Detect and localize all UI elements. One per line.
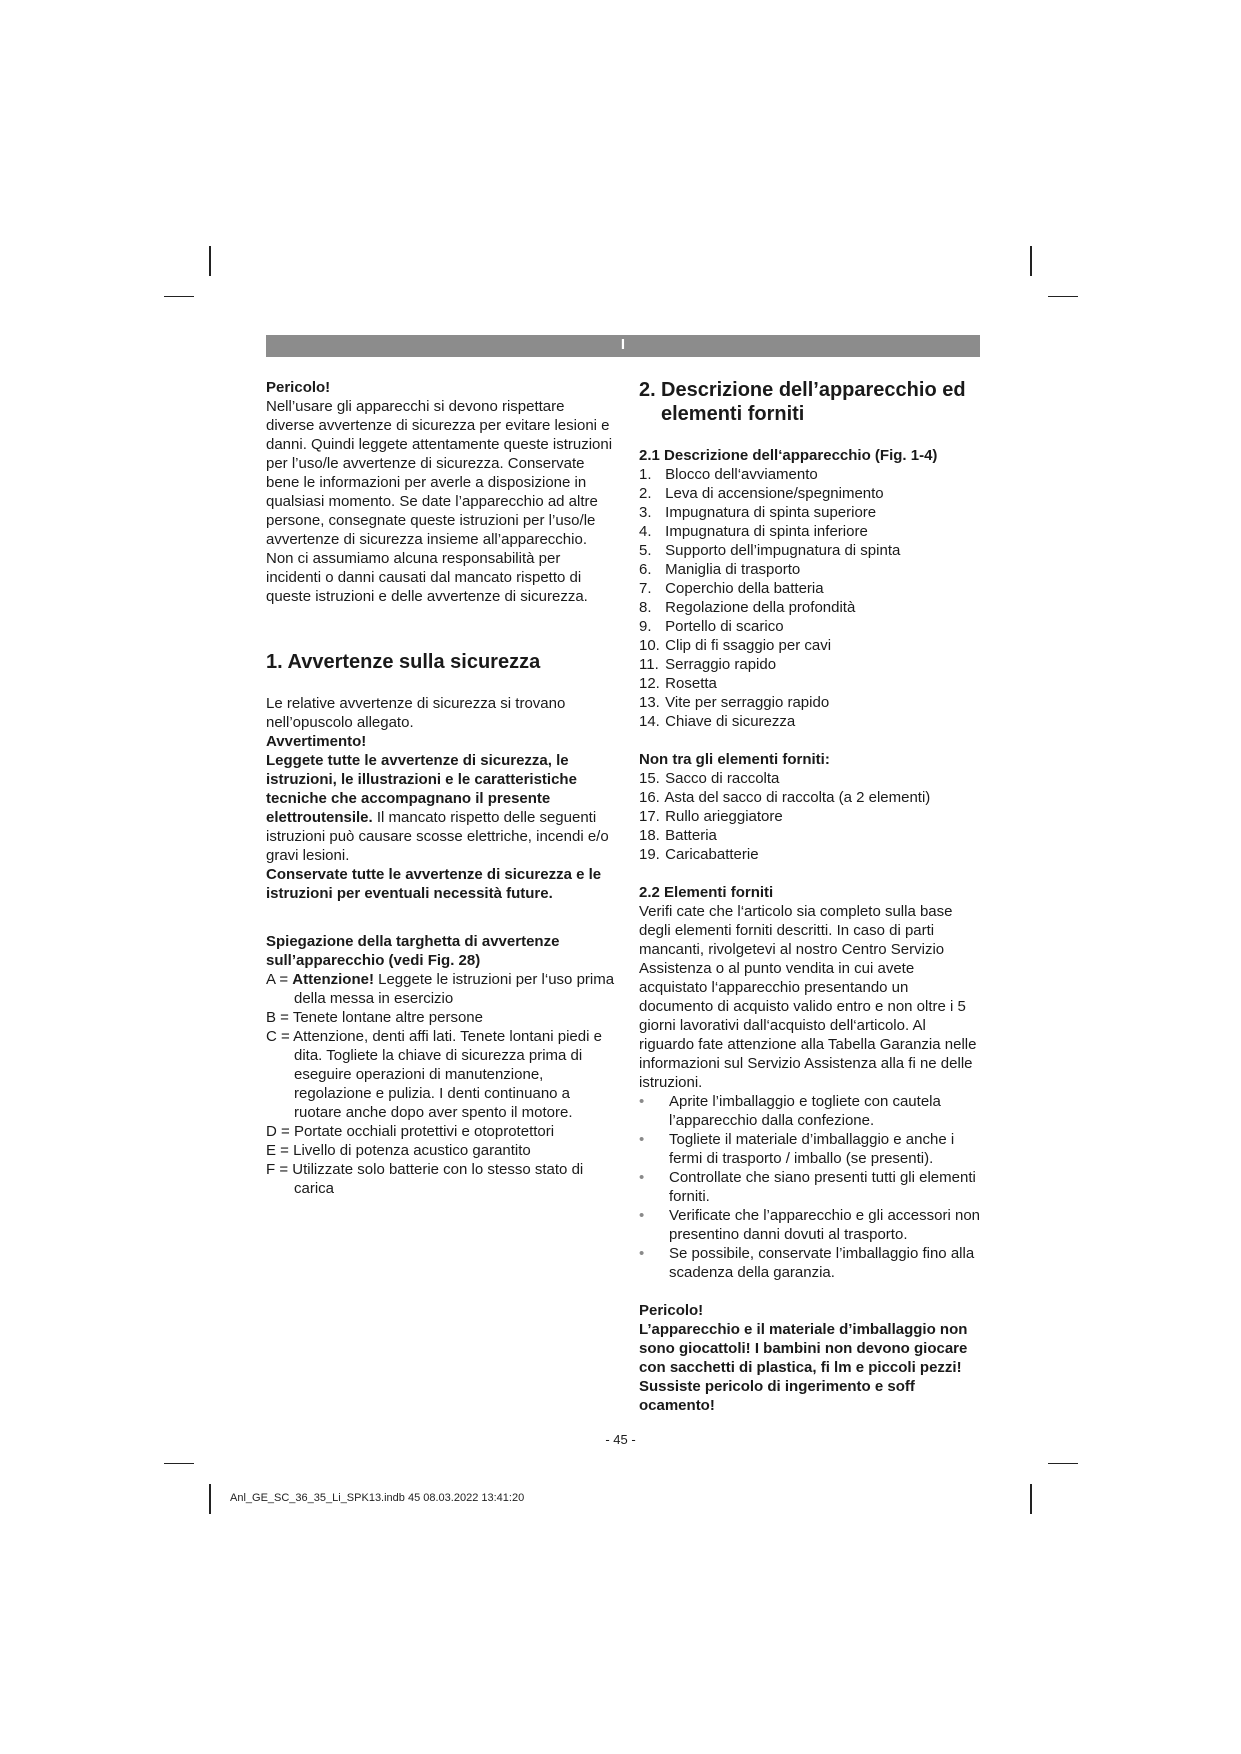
list-item: 4. Impugnatura di spinta inferiore bbox=[639, 523, 868, 540]
list-item: 14. Chiave di sicurezza bbox=[639, 713, 796, 730]
label-item: A = Attenzione! Leggete le istruzioni per l‘uso prima della messa in esercizio bbox=[266, 971, 615, 1007]
warning-label-title: Spiegazione della targhetta di avvertenze sull’apparecchio (vedi Fig. 28) bbox=[266, 933, 560, 969]
crop-mark-top-right-v bbox=[1030, 246, 1032, 276]
danger-title: Pericolo! bbox=[266, 379, 331, 396]
not-included-title: Non tra gli elementi forniti: bbox=[639, 751, 830, 768]
list-item: • Se possibile, conservate l’imballaggio fino alla scadenza della garanzia. bbox=[639, 1244, 984, 1282]
label-item: B = Tenete lontane altre persone bbox=[266, 1009, 483, 1026]
print-footer: Anl_GE_SC_36_35_Li_SPK13.indb 45 08.03.2022 13:41:20 bbox=[230, 1492, 525, 1504]
language-marker: I bbox=[620, 336, 626, 353]
list-item: • Verificate che l’apparecchio e gli accessori non presentino danni dovuti al trasporto. bbox=[639, 1206, 984, 1244]
crop-mark-bottom-right-v bbox=[1030, 1484, 1032, 1514]
section1-title: 1. Avvertenze sulla sicurezza bbox=[266, 651, 541, 673]
page-number: - 45 - bbox=[605, 1432, 636, 1447]
list-item: 17. Rullo arieggiatore bbox=[639, 808, 783, 825]
list-item: • Aprite l’imballaggio e togliete con cautela l’apparecchio dalla confezione. bbox=[639, 1092, 984, 1130]
subsection-2-2-title: 2.2 Elementi forniti bbox=[639, 884, 774, 901]
crop-mark-bottom-left-h bbox=[164, 1463, 194, 1464]
warning-title: Avvertimento! bbox=[266, 733, 367, 750]
list-item: 5. Supporto dell’impugnatura di spinta bbox=[639, 542, 901, 559]
warning-paragraph bbox=[266, 751, 616, 865]
keep-instructions: Conservate tutte le avvertenze di sicurezza e le istruzioni per eventuali necessità future. bbox=[266, 866, 602, 902]
list-item: 2. Leva di accensione/spegnimento bbox=[639, 485, 884, 502]
subsection-2-1-title: 2.1 Descrizione dell‘apparecchio (Fig. 1-4) bbox=[639, 447, 938, 464]
list-item: 11. Serraggio rapido bbox=[639, 656, 777, 673]
list-item: 9. Portello di scarico bbox=[639, 618, 784, 635]
list-item: 13. Vite per serraggio rapido bbox=[639, 694, 830, 711]
label-item: C = Attenzione, denti affi lati. Tenete lontani piedi e dita. Togliete la chiave di sicurezza prima di eseguire operazioni di manutenzione, regolazione e pulizia. I denti continuano a ruotare anche dopo aver spento il motore. bbox=[266, 1028, 602, 1121]
crop-mark-bottom-left-v bbox=[209, 1484, 211, 1514]
list-item: 6. Maniglia di trasporto bbox=[639, 561, 801, 578]
parts-list bbox=[639, 465, 984, 731]
crop-mark-top-left-v bbox=[209, 246, 211, 276]
list-item: 3. Impugnatura di spinta superiore bbox=[639, 504, 877, 521]
subsection-2-2-text: Verifi cate che l‘articolo sia completo sulla base degli elementi forniti descritti. In caso di parti mancanti, rivolgetevi al nostro Centro Servizio Assistenza o al punto vendita in cui avete acquistato l‘apparecchio presentando un documento di acquisto valido entro e non oltre i 5 giorni lavorativi dall‘acquisto dell‘articolo. Al riguardo fate attenzione alla Tabella Garanzia nelle informazioni sul Servizio Assistenza alla fi ne delle istruzioni. bbox=[639, 903, 977, 1091]
right-column bbox=[639, 378, 984, 1415]
warning-label-list bbox=[266, 970, 616, 1198]
packaging-danger-title: Pericolo! bbox=[639, 1302, 704, 1319]
danger-text: Nell’usare gli apparecchi si devono rispettare diverse avvertenze di sicurezza per evitare lesioni e danni. Quindi leggete attentamente queste istruzioni per l’uso/le avvertenze di sicurezza. Conservate bene le informazioni per averle a disposizione in qualsiasi momento. Se date l’apparecchio ad altre persone, consegnate queste istruzioni per l’uso/le avvertenze di sicurezza insieme all’apparecchio. Non ci assumiamo alcuna responsabilità per incidenti o danni causati dal mancato rispetto di queste istruzioni e delle avvertenze di sicurezza. bbox=[266, 398, 613, 605]
not-included-list bbox=[639, 769, 984, 864]
list-item: 18. Batteria bbox=[639, 827, 717, 844]
list-item: 7. Coperchio della batteria bbox=[639, 580, 824, 597]
label-item: D = Portate occhiali protettivi e otoprotettori bbox=[266, 1123, 555, 1140]
list-item: 12. Rosetta bbox=[639, 675, 717, 692]
warning-rest: Il mancato rispetto delle seguenti istruzioni può causare scosse elettriche, incendi e/o gravi lesioni. bbox=[266, 809, 609, 864]
label-item: F = Utilizzate solo batterie con lo stesso stato di carica bbox=[266, 1161, 584, 1197]
list-item: 10. Clip di fi ssaggio per cavi bbox=[639, 637, 832, 654]
list-item: 16. Asta del sacco di raccolta (a 2 elementi) bbox=[639, 789, 931, 806]
label-item: E = Livello di potenza acustico garantito bbox=[266, 1142, 531, 1159]
list-item: 1. Blocco dell‘avviamento bbox=[639, 466, 818, 483]
crop-mark-top-right-h bbox=[1048, 296, 1078, 297]
unpacking-steps bbox=[639, 1092, 984, 1282]
list-item: 15. Sacco di raccolta bbox=[639, 770, 780, 787]
section2-title: 2. Descrizione dell’apparecchio ed elementi forniti bbox=[639, 379, 966, 425]
packaging-danger-text: L’apparecchio e il materiale d’imballaggio non sono giocattoli! I bambini non devono giocare con sacchetti di plastica, fi lm e piccoli pezzi! Sussiste pericolo di ingerimento e soff ocamento! bbox=[639, 1321, 968, 1414]
list-item: • Controllate che siano presenti tutti gli elementi forniti. bbox=[639, 1168, 984, 1206]
warning-bold: Leggete tutte le avvertenze di sicurezza, le istruzioni, le illustrazioni e le caratteristiche tecniche che accompagnano il presente elettroutensile. bbox=[266, 752, 577, 826]
list-item: 19. Caricabatterie bbox=[639, 846, 759, 863]
left-column bbox=[266, 378, 616, 1198]
list-item: • Togliete il materiale d’imballaggio e anche i fermi di trasporto / imballo (se presenti). bbox=[639, 1130, 984, 1168]
section1-intro: Le relative avvertenze di sicurezza si trovano nell’opuscolo allegato. bbox=[266, 695, 566, 731]
list-item: 8. Regolazione della profondità bbox=[639, 599, 856, 616]
crop-mark-bottom-right-h bbox=[1048, 1463, 1078, 1464]
crop-mark-top-left-h bbox=[164, 296, 194, 297]
language-header-band bbox=[266, 335, 980, 357]
